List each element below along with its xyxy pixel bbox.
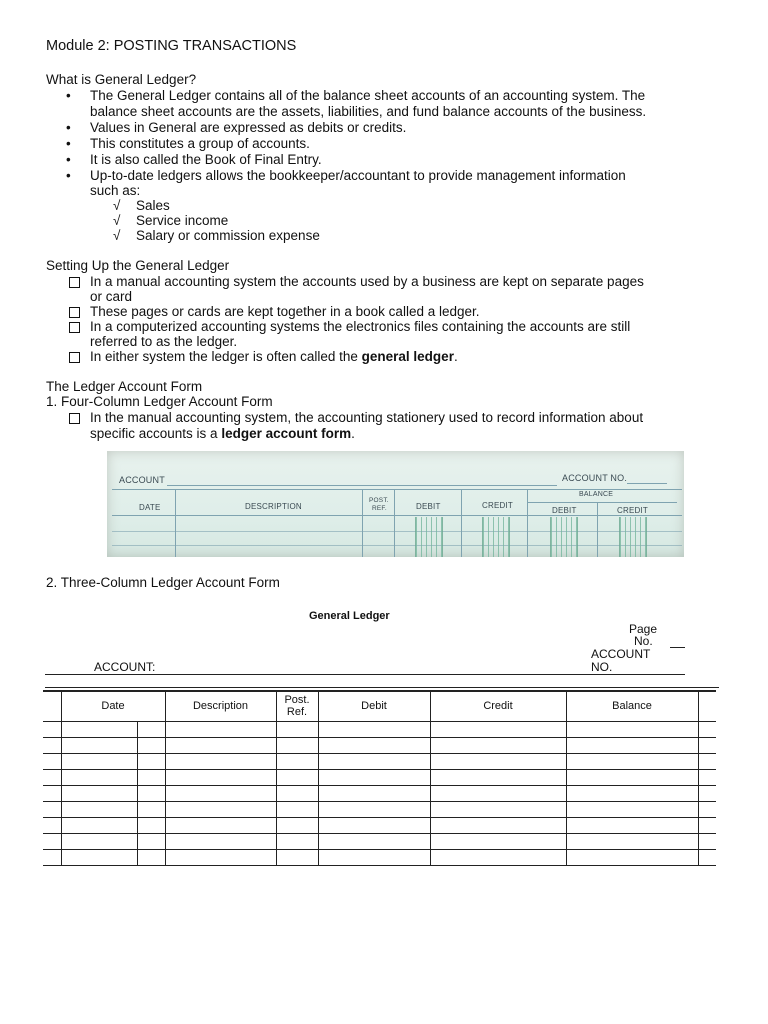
table-cell (61, 849, 137, 865)
table-cell (566, 737, 698, 753)
list-item: It is also called the Book of Final Entry. (90, 152, 322, 167)
scan-debit-label: DEBIT (416, 502, 441, 511)
table-cell (318, 817, 430, 833)
table-cell (566, 833, 698, 849)
scan-line (394, 489, 395, 557)
table-cell (61, 833, 137, 849)
list-item: In the manual accounting system, the accounting stationery used to record information about (90, 410, 644, 425)
header-description: Description (165, 691, 276, 721)
table-cell (318, 721, 430, 737)
table-cell (165, 801, 276, 817)
table-cell (698, 833, 716, 849)
list-item (90, 349, 458, 364)
table-cell (276, 833, 318, 849)
table-cell (430, 785, 566, 801)
list-item: such as: (90, 183, 141, 198)
table-row (43, 721, 716, 737)
table-cell (137, 769, 165, 785)
table-cell (276, 721, 318, 737)
table-cell (430, 737, 566, 753)
page-no-label: No. (634, 634, 653, 648)
table-cell (43, 801, 61, 817)
scan-line (597, 502, 598, 557)
header-cell (43, 691, 61, 721)
scan-balance-label: BALANCE (579, 491, 614, 498)
table-cell (43, 721, 61, 737)
sub-item: Salary or commission expense (136, 228, 320, 243)
scan-account-no-label: ACCOUNT NO. (562, 473, 628, 483)
table-cell (430, 801, 566, 817)
account-label: ACCOUNT: (94, 660, 156, 674)
bold-term: general ledger (361, 349, 454, 364)
table-cell (318, 801, 430, 817)
checkbox-icon (69, 277, 80, 288)
table-cell (137, 833, 165, 849)
table-cell (276, 753, 318, 769)
table-cell (276, 769, 318, 785)
list-item: In a computerized accounting systems the electronics files containing the accounts are still (90, 319, 631, 334)
table-cell (698, 849, 716, 865)
table-cell (698, 769, 716, 785)
scan-line (175, 489, 176, 557)
table-cell (137, 721, 165, 737)
table-row (43, 801, 716, 817)
list-item: balance sheet accounts are the assets, liabilities, and fund balance accounts of the business. (90, 104, 647, 119)
table-cell (137, 801, 165, 817)
table-cell (566, 817, 698, 833)
section-heading-ledger-account-form: The Ledger Account Form (46, 379, 203, 394)
table-cell (698, 817, 716, 833)
checkbox-icon (69, 307, 80, 318)
period: . (351, 426, 355, 441)
table-cell (43, 833, 61, 849)
account-no-label-2: NO. (591, 660, 613, 674)
checkbox-icon (69, 413, 80, 424)
list-item: In a manual accounting system the accounts used by a business are kept on separate pages (90, 274, 644, 289)
scan-bal-credit-label: CREDIT (617, 506, 648, 515)
period: . (453, 349, 458, 364)
table-cell (276, 849, 318, 865)
table-cell (165, 753, 276, 769)
header-ref: Ref. (286, 706, 308, 719)
table-cell (566, 849, 698, 865)
table-cell (566, 801, 698, 817)
table-cell (430, 849, 566, 865)
table-cell (165, 721, 276, 737)
table-cell (165, 769, 276, 785)
scan-post-label: POST. (369, 497, 389, 504)
scan-line (167, 485, 557, 486)
table-row (43, 849, 716, 865)
ledger-table (43, 690, 716, 866)
account-line (45, 674, 685, 675)
list-item-text: In either system the ledger is often called the (90, 349, 362, 364)
table-cell (43, 753, 61, 769)
table-cell (698, 721, 716, 737)
table-cell (276, 785, 318, 801)
scan-line (527, 489, 528, 557)
scan-line (461, 489, 462, 557)
page-no-line (670, 647, 685, 648)
list-item: Values in General are expressed as debits or credits. (90, 120, 407, 135)
table-cell (61, 817, 137, 833)
table-cell (430, 753, 566, 769)
page-title: Module 2: POSTING TRANSACTIONS (46, 38, 297, 54)
sub-item: Service income (136, 213, 229, 228)
four-column-form-image (107, 451, 684, 557)
section-heading-setting-up: Setting Up the General Ledger (46, 258, 230, 273)
table-cell (61, 801, 137, 817)
table-cell (165, 737, 276, 753)
header-post: Post. (284, 694, 310, 707)
table-cell (318, 769, 430, 785)
table-cell (430, 817, 566, 833)
page-label: Page (629, 622, 658, 636)
table-cell (318, 737, 430, 753)
table-cell (698, 801, 716, 817)
table-header-row (43, 691, 716, 721)
scan-ref-label: REF. (372, 505, 387, 512)
list-item: This constitutes a group of accounts. (90, 136, 310, 151)
table-cell (698, 785, 716, 801)
table-cell (165, 849, 276, 865)
form-top-rule (45, 687, 719, 688)
table-cell (165, 817, 276, 833)
scan-money-grid (482, 517, 510, 557)
table-cell (276, 801, 318, 817)
table-cell (566, 721, 698, 737)
table-cell (61, 769, 137, 785)
scan-description-label: DESCRIPTION (245, 502, 302, 511)
sub-heading-four-column: 1. Four-Column Ledger Account Form (46, 394, 273, 409)
table-cell (43, 737, 61, 753)
table-row (43, 769, 716, 785)
table-cell (318, 833, 430, 849)
list-item: or card (90, 289, 133, 304)
table-cell (137, 753, 165, 769)
ledger-body (43, 721, 716, 865)
table-cell (137, 785, 165, 801)
bullet-icon (66, 88, 78, 103)
table-row (43, 817, 716, 833)
table-cell (43, 785, 61, 801)
check-icon: √ (113, 198, 121, 213)
list-item (90, 426, 355, 441)
header-credit: Credit (430, 691, 566, 721)
header-post-ref (276, 691, 318, 721)
table-cell (698, 737, 716, 753)
table-cell (698, 753, 716, 769)
table-cell (137, 849, 165, 865)
table-cell (137, 737, 165, 753)
scan-line (112, 489, 682, 490)
list-item: These pages or cards are kept together in a book called a ledger. (90, 304, 480, 319)
table-cell (430, 833, 566, 849)
table-cell (137, 817, 165, 833)
table-cell (61, 737, 137, 753)
scan-money-grid (415, 517, 443, 557)
header-balance: Balance (566, 691, 698, 721)
scan-bal-debit-label: DEBIT (552, 506, 577, 515)
scan-money-grid (619, 517, 647, 557)
scan-money-grid (550, 517, 578, 557)
scan-account-label: ACCOUNT (119, 475, 165, 485)
table-cell (318, 753, 430, 769)
table-cell (430, 769, 566, 785)
table-cell (430, 721, 566, 737)
header-date: Date (61, 691, 165, 721)
checkbox-icon (69, 322, 80, 333)
table-row (43, 785, 716, 801)
sub-heading-three-column: 2. Three-Column Ledger Account Form (46, 575, 280, 590)
bullet-icon (66, 136, 78, 151)
sub-item: Sales (136, 198, 170, 213)
check-icon: √ (113, 213, 121, 228)
table-cell (566, 769, 698, 785)
table-cell (318, 849, 430, 865)
table-row (43, 737, 716, 753)
table-cell (61, 785, 137, 801)
list-item: Up-to-date ledgers allows the bookkeeper/accountant to provide management information (90, 168, 626, 183)
bullet-icon (66, 120, 78, 135)
general-ledger-title: General Ledger (309, 610, 390, 622)
checkbox-icon (69, 352, 80, 363)
header-cell (698, 691, 716, 721)
list-item-text: specific accounts is a (90, 426, 222, 441)
table-cell (165, 785, 276, 801)
scan-line (627, 483, 667, 484)
table-cell (165, 833, 276, 849)
section-heading-general-ledger: What is General Ledger? (46, 72, 197, 87)
scan-line (362, 489, 363, 557)
scan-date-label: DATE (139, 503, 161, 512)
list-item: The General Ledger contains all of the balance sheet accounts of an accounting system. The (90, 88, 646, 103)
scan-credit-label: CREDIT (482, 501, 513, 510)
scan-line (527, 502, 677, 503)
table-row (43, 753, 716, 769)
header-debit: Debit (318, 691, 430, 721)
table-row (43, 833, 716, 849)
table-cell (43, 817, 61, 833)
table-cell (566, 785, 698, 801)
table-cell (43, 769, 61, 785)
bullet-icon (66, 152, 78, 167)
list-item: referred to as the ledger. (90, 334, 238, 349)
bullet-icon (66, 168, 78, 183)
table-cell (276, 817, 318, 833)
account-no-label: ACCOUNT (591, 647, 651, 661)
table-cell (43, 849, 61, 865)
check-icon: √ (113, 228, 121, 243)
table-cell (61, 753, 137, 769)
table-cell (566, 753, 698, 769)
table-cell (61, 721, 137, 737)
table-cell (276, 737, 318, 753)
table-cell (318, 785, 430, 801)
bold-term: ledger account form (221, 426, 352, 441)
